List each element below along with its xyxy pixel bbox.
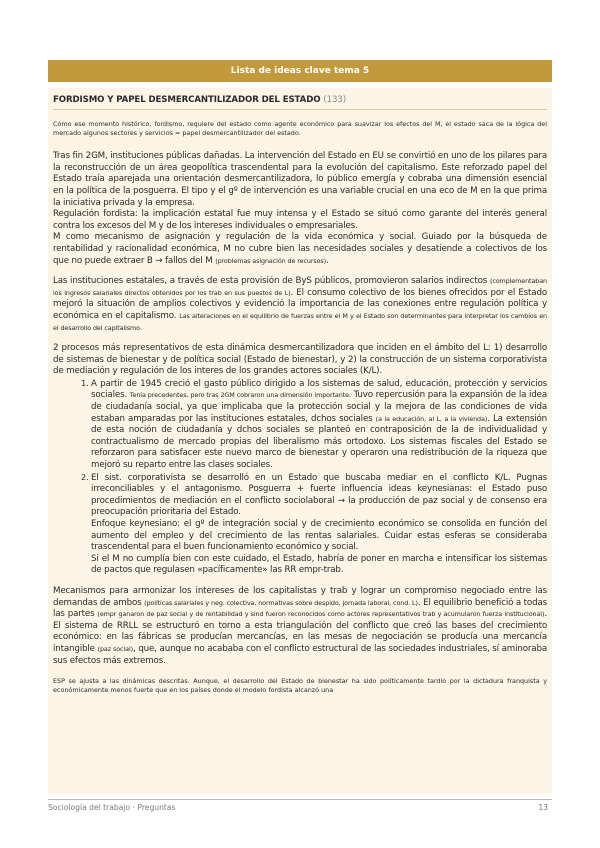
paragraph-institutions: [53, 276, 547, 334]
numbered-list: [53, 378, 547, 577]
text-run-small: (empr ganaron de paz social y de rentabilidad y sind fueron reconocidos como actores representativos trab y acumularon fuerza institucional): [97, 610, 545, 619]
paragraph-postwar-b: Regulación fordista: la implicación estatal fue muy intensa y el Estado se situó como garante del interés general contra los excesos del M y de los intereses individuales o empresariales.: [53, 209, 547, 231]
text-run: . La extensión de esta noción de ciudadanía y dchos sociales se planteó en contraposición de la de individualidad y contractualismo de mercado propias del liberalismo más ortodoxo. Los sistemas fiscales del Estado se reforzaron para satisfacer este nuevo marco de bienestar y operaron una redistribución de la riqueza que mejoró su reparto entre las clases sociales.: [91, 413, 548, 471]
text-run-small: (complementaban los ingresos salariales directos obtenidos por los trab en sus puestos de L): [53, 277, 547, 297]
paragraph-postwar-c: [53, 232, 547, 267]
text-run-small: Tenía precedentes, pero tras 2GM cobraron una dimensión importante.: [129, 391, 351, 400]
text-run: Mecanismos para armonizar los intereses de los capitalistas y trab y lograr un compromiso negociado entre las demandas de ambos: [53, 585, 547, 608]
text-run: . El consumo colectivo de los bienes ofrecidos por el Estado mejoró la situación de amplios colectivos y evidenció la importancia de las conexiones entre regulación política y económica en el capitalismo.: [53, 287, 547, 321]
section-title: [53, 95, 547, 105]
section-title-text: FORDISMO Y PAPEL DESMERCANTILIZADOR DEL ESTADO: [53, 95, 321, 105]
title-divider: [53, 109, 547, 110]
text-run: A partir de 1945 creció el gasto público dirigido a los sistemas de salud, educación, protección y servicios sociales.: [91, 378, 547, 401]
paragraph-postwar-a: Tras fin 2GM, instituciones públicas dañadas. La intervención del Estado en EU se convirtió en uno de los pilares para la reconstrucción de un área geopolítica trascendental para la evolución del capitalismo. Este reforzado papel del Estado traía aparejada una orientación desmercantilizadora, lo público emergía y cobraba una dimensión esencial en la política de la posguerra. El tipo y el gº de intervención es una variable crucial en una eco de M en la que prima la iniciativa privada y la empresa.: [53, 151, 547, 208]
text-run-small: Las alteraciones en el equilibrio de fuerzas entre el M y el Estado son determinantes para interpretar los cambios en el desarrollo del capitalismo.: [53, 311, 547, 332]
text-run: , que, aunque no acababa con el conflicto estructural de las sociedades industriales, sí aminoraba sus efectos más extremos.: [53, 643, 547, 666]
list-item-corporatism: [91, 472, 547, 577]
text-run: . El sistema de RRLL se estructuró en torno a esta triangulación del conflicto que creó las bases del crecimiento económico: en las fábricas se producían mercancías, en las mesas de negociación se producía una mercancía intangible: [53, 609, 547, 654]
paragraph-mechanisms: [53, 586, 547, 667]
text-run: M como mecanismo de asignación y regulación de la vida económica y social. Guiado por la búsqueda de rentabilidad y racionalidad económica, M no cubre bien las necesidades sociales y desatiende a colectivos de los que no puede extraer B → fallos del M: [53, 232, 547, 266]
footer-divider: [48, 799, 552, 800]
list-item-corporatism-b: Enfoque keynesiano: el gº de integración social y de crecimiento económico se consolida en función del aumento del empleo y del crecimiento de las rentas salariales. Cuidar estas esferas se consideraba trascendental para el buen funcionamiento económico y social.: [91, 519, 547, 553]
text-run: .: [326, 255, 329, 266]
list-item-welfare: [91, 378, 547, 472]
intro-paragraph: Cómo ese momento histórico, fordismo, requiere del estado como agente económico para suavizar los efectos del M, el estado saca de la lógica del mercado algunos sectores y servicios = papel desmercantilizador del estado.: [53, 120, 547, 137]
text-run: . El equilibrio benefició a todas las partes: [53, 597, 547, 620]
text-run-small: (paz social): [97, 644, 134, 653]
list-item-corporatism-a: 2. El sist. corporativista se desarrolló en un Estado que buscaba mediar en el conflicto K/L. Pugnas irreconciliables y el antagonismo. Posguerra + fuerte influencia ideas keynesianas: el Estado puso procedimientos de mediación en el conflicto sociolaboral → la producción de paz social y de consenso era preocupación prioritaria del Estado.: [91, 472, 547, 518]
footer-page-number: 13: [538, 803, 548, 812]
footer-course-title: Sociología del trabajo · Preguntas: [48, 803, 176, 812]
section-header-bar: [48, 60, 552, 82]
text-run-small: (problemas asignación de recursos): [215, 256, 327, 265]
header-title: Lista de ideas clave tema 5: [230, 66, 370, 76]
text-run: Las instituciones estatales, a través de esta provisión de ByS públicos, promovieron salarios indirectos: [53, 276, 490, 287]
content-panel: [48, 88, 552, 794]
text-run-small: (a la educación, al L, a la vivienda): [375, 414, 488, 423]
paragraph-two-processes: 2 procesos más representativos de esta dinámica desmercantilizadora que inciden en el ámbito del L: 1) desarrollo de sistemas de bienestar y de política social (Estado de bienestar), y 2) la construcción de un sistema corporativista de mediación y regulación de los interes de los grandes actores sociales (K/L).: [53, 343, 547, 377]
text-run-small: (políticas salariales y neg. colectiva, normativas sobre despido, jornada laboral, cond. L): [144, 598, 418, 607]
paragraph-postwar: [53, 151, 547, 267]
list-item-corporatism-c: Si el M no cumplía bien con este cuidado, el Estado, habría de poner en marcha e intensificar los sistemas de pactos que regulasen «pacíficamente» las RR empr-trab.: [91, 553, 547, 576]
section-page-ref: (133): [323, 95, 346, 105]
note-spain: ESP se ajusta a las dinámicas descritas. Aunque, el desarrollo del Estado de bienestar ha sido políticamente tardío por la dictadura franquista y económicamente menos fuerte que en los países donde el modelo fordista alcanzó una: [53, 677, 547, 694]
text-run: Tuvo repercusión para la expansión de la idea de ciudadanía social, ya que implicaba que la protección social y la mejora de las condiciones de vida estaban amparadas por las instituciones estatales, dchos sociales: [91, 390, 547, 424]
